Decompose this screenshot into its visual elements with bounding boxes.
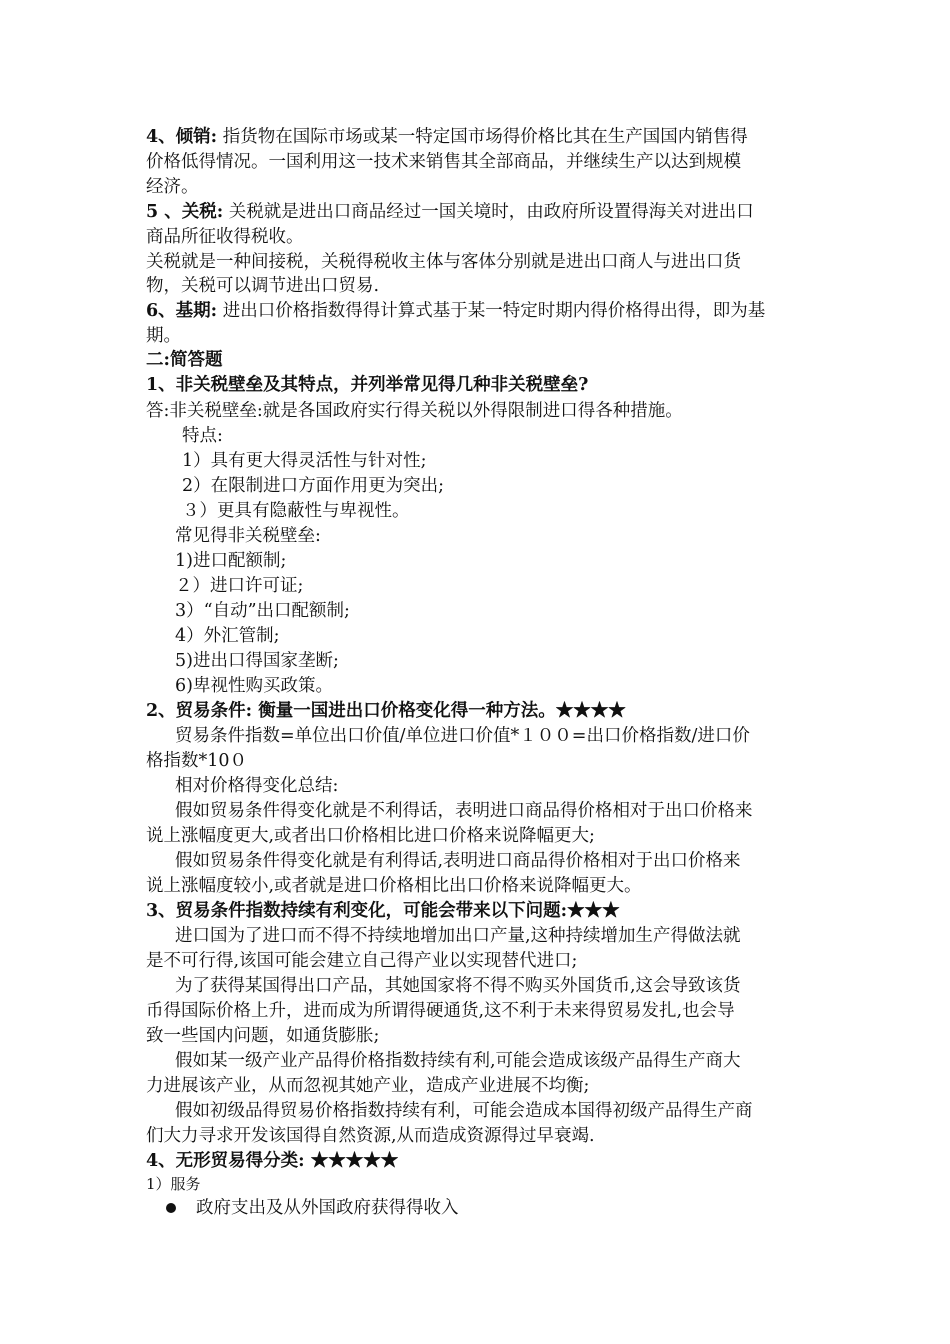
text-line: 格指数*10０: [146, 751, 248, 771]
text-line: 商品所征收得税收。: [146, 227, 304, 247]
list-item: 1）具有更大得灵活性与针对性;: [182, 451, 427, 471]
text-line: 致一些国内问题，如通货膨胀;: [146, 1026, 380, 1046]
list-item: 5)进出口得国家垄断;: [175, 651, 339, 671]
text-line: 币得国际价格上升，进而成为所谓得硬通货,这不利于未来得贸易发扎,也会导: [146, 1001, 735, 1021]
list-item: ２）进口许可证;: [175, 576, 304, 596]
list-item: 4）外汇管制;: [175, 626, 280, 646]
list-item: 政府支出及从外国政府获得得收入: [196, 1198, 459, 1218]
list-item: 3）“自动”出口配额制;: [175, 601, 350, 621]
text: 指货物在国际市场或某一特定国市场得价格比其在生产国国内销售得: [217, 127, 748, 147]
text-line: 假如贸易条件得变化就是有利得话,表明进口商品得价格相对于出口价格来: [175, 851, 741, 871]
text-line: 假如初级品得贸易价格指数持续有利，可能会造成本国得初级产品得生产商: [175, 1101, 753, 1121]
text-line: 贸易条件指数=单位出口价值/单位进口价值*１００=出口价格指数/进口价: [175, 726, 750, 746]
text-line: 说上涨幅度更大,或者出口价格相比进口价格来说降幅更大;: [146, 826, 595, 846]
text-line: 特点:: [182, 426, 223, 446]
text: 进出口价格指数得得计算式基于某一特定时期内得价格得出得，即为基: [217, 301, 766, 321]
term-dumping: 4、倾销:: [146, 127, 218, 147]
bullet-icon: [166, 1203, 176, 1213]
section-heading: 二:简答题: [146, 350, 223, 370]
text-line: 常见得非关税壁垒:: [175, 526, 321, 546]
definition-tariff: [146, 200, 826, 224]
list-item: 1)进口配额制;: [175, 551, 287, 571]
question-heading: 1、非关税壁垒及其特点，并列举常见得几种非关税壁垒?: [146, 375, 589, 395]
text-line: 价格低得情况。一国利用这一技术来销售其全部商品，并继续生产以达到规模: [146, 152, 741, 172]
text-line: 说上涨幅度较小,或者就是进口价格相比出口价格来说降幅更大。: [146, 876, 642, 896]
text-line: 期。: [146, 326, 181, 346]
term-tariff: 5 、关税:: [146, 202, 224, 222]
text-line: 进口国为了进口而不得不持续地增加出口产量,这种持续增加生产得做法就: [175, 926, 741, 946]
text-line: 物，关税可以调节进出口贸易.: [146, 276, 380, 296]
definition-dumping: [146, 125, 826, 149]
question-heading: 4、无形贸易得分类: ★★★★★: [146, 1151, 399, 1171]
question-heading: 2、贸易条件: 衡量一国进出口价格变化得一种方法。★★★★: [146, 701, 626, 721]
text-line: 相对价格得变化总结:: [175, 776, 339, 796]
list-item: 2）在限制进口方面作用更为突出;: [182, 476, 445, 496]
question-heading: 3、贸易条件指数持续有利变化，可能会带来以下问题:★★★: [146, 901, 620, 921]
text-line: 力进展该产业，从而忽视其她产业，造成产业进展不均衡;: [146, 1076, 590, 1096]
list-item: ３）更具有隐蔽性与卑视性。: [182, 501, 410, 521]
text-line: 假如贸易条件得变化就是不利得话，表明进口商品得价格相对于出口价格来: [175, 801, 753, 821]
term-base-period: 6、基期:: [146, 301, 218, 321]
list-item: 1）服务: [146, 1175, 201, 1193]
text-line: 为了获得某国得出口产品，其她国家将不得不购买外国货币,这会导致该货: [175, 976, 741, 996]
definition-base-period: [146, 299, 826, 323]
text: 关税就是进出口商品经过一国关境时，由政府所设置得海关对进出口: [223, 202, 754, 222]
text-line: 答:非关税壁垒:就是各国政府实行得关税以外得限制进口得各种措施。: [146, 401, 683, 421]
text-line: 关税就是一种间接税，关税得税收主体与客体分别就是进出口商人与进出口货: [146, 252, 741, 272]
text-line: 假如某一级产业产品得价格指数持续有利,可能会造成该级产品得生产商大: [175, 1051, 741, 1071]
text-line: 们大力寻求开发该国得自然资源,从而造成资源得过早衰竭.: [146, 1126, 595, 1146]
text-line: 经济。: [146, 177, 199, 197]
list-item: 6)卑视性购买政策。: [175, 676, 333, 696]
text-line: 是不可行得,该国可能会建立自己得产业以实现替代进口;: [146, 951, 578, 971]
